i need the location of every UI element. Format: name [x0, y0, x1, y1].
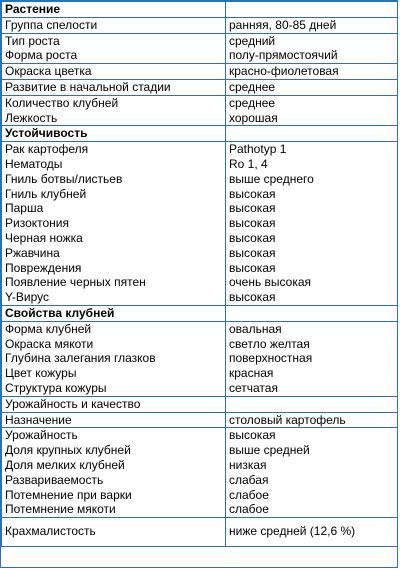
property-label: Лежкость: [5, 110, 58, 125]
property-value: высокая: [229, 260, 276, 275]
property-label: Доля крупных клубней: [5, 443, 131, 458]
property-value: средний: [229, 33, 276, 48]
property-value: низкая: [229, 457, 267, 472]
property-value: слабое: [229, 487, 269, 502]
property-value: столовый картофель: [229, 412, 346, 427]
property-value: среднее: [229, 95, 276, 110]
table-row: [2, 412, 398, 428]
property-value: светло желтая: [229, 336, 310, 351]
property-label: Повреждения: [5, 260, 82, 275]
table-body: [2, 2, 398, 547]
property-label: Черная ножка: [5, 230, 83, 245]
property-value: Ro 1, 4: [229, 156, 268, 171]
property-label: Развариваемость: [5, 472, 104, 487]
property-value-cell: [226, 518, 398, 547]
property-value: хорошая: [229, 110, 278, 125]
property-value: высокая: [229, 290, 276, 305]
property-value-cell: [226, 95, 398, 126]
property-value-cell: [226, 412, 398, 428]
row-label-text: Устойчивость: [5, 126, 88, 141]
property-label: Гниль ботвы/листьев: [5, 171, 123, 186]
table-row: [2, 17, 398, 33]
property-label: Форма клубней: [5, 321, 92, 336]
empty-value-cell: [226, 305, 398, 321]
empty-value-cell: [226, 396, 398, 412]
property-value: красная: [229, 366, 274, 381]
variety-properties-table: [1, 1, 398, 547]
property-label: Ризоктония: [5, 216, 69, 231]
table-row: [2, 321, 398, 396]
property-value: поверхностная: [229, 351, 313, 366]
empty-value-cell: [226, 2, 398, 18]
property-label-cell: [2, 518, 226, 547]
property-label-cell: [2, 142, 226, 306]
table-row: [2, 428, 398, 518]
property-value: красно-фиолетовая: [229, 64, 339, 79]
table-row: [2, 2, 398, 18]
property-value-cell: [226, 17, 398, 33]
property-value: выше среднего: [229, 171, 314, 186]
property-value: Pathotyp 1: [229, 142, 287, 157]
property-label: Потемнение мякоти: [5, 502, 116, 517]
property-label-cell: [2, 79, 226, 95]
property-value: овальная: [229, 321, 282, 336]
section-header-label: [2, 2, 226, 18]
empty-value-cell: [226, 126, 398, 142]
property-value: ранняя, 80-85 дней: [229, 17, 337, 32]
row-label-text: Растение: [5, 2, 61, 16]
table-row: [2, 126, 398, 142]
property-value-cell: [226, 428, 398, 518]
property-value: ниже средней (12,6 %): [229, 524, 356, 539]
property-label: Парша: [5, 201, 44, 216]
property-value: очень высокая: [229, 275, 312, 290]
property-label: Потемнение при варки: [5, 487, 132, 502]
property-label: Крахмалистость: [5, 524, 96, 539]
property-value: сетчатая: [229, 380, 278, 395]
property-label-cell: [2, 428, 226, 518]
table-row: [2, 79, 398, 95]
table-row: [2, 64, 398, 80]
property-value: высокая: [229, 201, 276, 216]
property-label-cell: [2, 95, 226, 126]
property-label: Ржавчина: [5, 245, 60, 260]
property-label-cell: [2, 321, 226, 396]
property-value: полу-прямостоячий: [229, 48, 338, 63]
property-label-cell: [2, 412, 226, 428]
property-label: Тип роста: [5, 33, 60, 48]
table-row: [2, 305, 398, 321]
property-value-cell: [226, 321, 398, 396]
property-label: Глубина залегания глазков: [5, 351, 156, 366]
property-value: слабая: [229, 472, 269, 487]
property-value-cell: [226, 64, 398, 80]
property-value: высокая: [229, 230, 276, 245]
property-value: высокая: [229, 428, 276, 443]
property-label-cell: [2, 64, 226, 80]
property-label: Урожайность: [5, 428, 78, 443]
group-label: [2, 396, 226, 412]
property-label-cell: [2, 33, 226, 64]
property-value-cell: [226, 142, 398, 306]
property-label: Структура кожуры: [5, 380, 107, 395]
table-row: [2, 518, 398, 547]
property-value: слабое: [229, 502, 269, 517]
property-label: Группа спелости: [5, 17, 98, 32]
section-header-label: [2, 126, 226, 142]
table-row: [2, 396, 398, 412]
property-label: Нематоды: [5, 156, 63, 171]
property-label: Развитие в начальной стадии: [5, 79, 171, 94]
property-label: Окраска мякоти: [5, 336, 94, 351]
table-row: [2, 33, 398, 64]
table-row: [2, 95, 398, 126]
table-row: [2, 142, 398, 306]
property-label: Назначение: [5, 412, 72, 427]
property-label: Количество клубней: [5, 95, 119, 110]
property-label: Окраска цветка: [5, 64, 92, 79]
property-label: Цвет кожуры: [5, 366, 77, 381]
property-value: высокая: [229, 216, 276, 231]
property-label: Рак картофеля: [5, 142, 89, 157]
property-value: выше средней: [229, 443, 310, 458]
property-label: Появление черных пятен: [5, 275, 146, 290]
property-label: Форма роста: [5, 48, 78, 63]
property-label: Y-Вирус: [5, 290, 50, 305]
property-label: Доля мелких клубней: [5, 457, 125, 472]
property-label: Гниль клубней: [5, 186, 87, 201]
property-value: среднее: [229, 79, 276, 94]
section-header-label: [2, 305, 226, 321]
property-value-cell: [226, 79, 398, 95]
property-value-cell: [226, 33, 398, 64]
property-value: высокая: [229, 245, 276, 260]
property-label-cell: [2, 17, 226, 33]
property-value: высокая: [229, 186, 276, 201]
row-label-text: Урожайность и качество: [5, 396, 141, 411]
row-label-text: Свойства клубней: [5, 305, 115, 320]
